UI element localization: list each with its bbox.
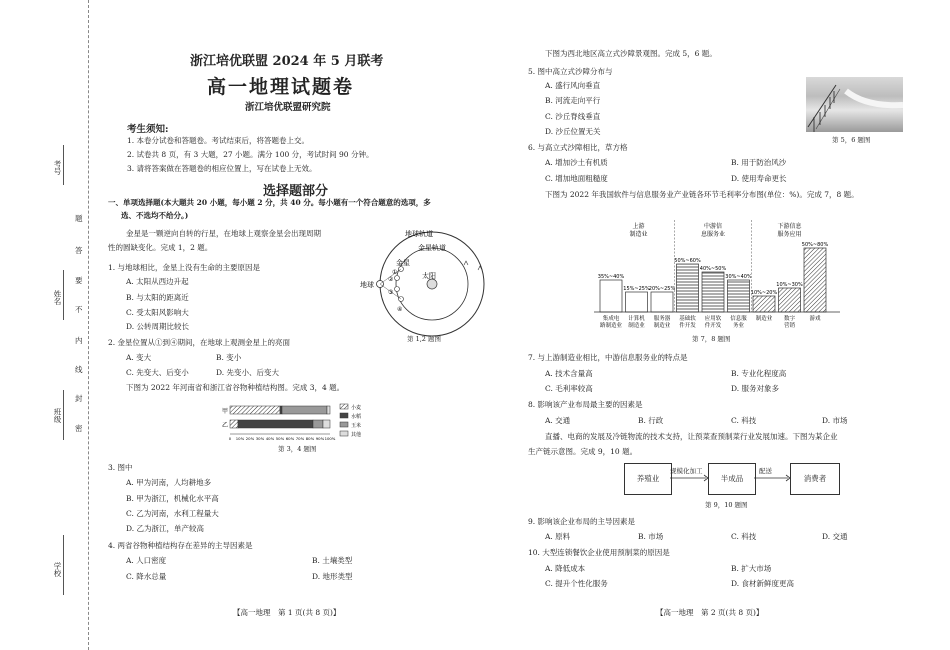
q5-option-d[interactable]: D. 沙丘位置无关: [545, 127, 601, 136]
q8-option-d[interactable]: D. 市场: [822, 416, 848, 425]
seal-char: 答: [75, 246, 83, 255]
intro-910-cont: 生产链示意图。完成 9，10 题。: [528, 447, 638, 456]
intro-12: 金星是一颗逆向自转的行星，在地球上观察金星会出现周期: [126, 229, 321, 238]
q10-option-c[interactable]: C. 提升个性化服务: [545, 579, 608, 588]
category-label: 数字: [783, 316, 796, 322]
legend-label: 水稻: [351, 414, 362, 420]
tick-label: 80%: [305, 436, 315, 441]
group-label: 下游信息: [777, 223, 802, 230]
category-label: 基础软: [679, 316, 696, 322]
group-label: 中游信: [703, 223, 723, 230]
earth-orbit-label: 地球轨道: [405, 230, 433, 238]
q9-option-a[interactable]: A. 原料: [545, 532, 571, 541]
data-label: 15%~25%: [623, 286, 650, 292]
fill-line-xuexiao[interactable]: [63, 535, 64, 595]
q3-option-a[interactable]: A. 甲为河南，人均耕地多: [126, 478, 212, 487]
category-label: 制造业: [628, 323, 645, 329]
part1-heading: 一、单项选择题(本大题共 20 小题，每小题 2 分，共 40 分。每小题有一个符合题意的选项，多: [108, 198, 431, 207]
label-kaohao: 考号: [53, 160, 62, 175]
notice-item: 2. 试卷共 8 页，有 3 大题，27 小题。满分 100 分，考试时间 90 分钟。: [127, 150, 374, 159]
q2-option-c[interactable]: C. 先变大、后变小: [126, 368, 189, 377]
category-label: 件开发: [704, 323, 722, 329]
group-label: 息服务业: [700, 231, 726, 238]
footer-right: 【高一地理 第 2 页(共 8 页)】: [656, 608, 764, 617]
seal-char: 内: [75, 336, 83, 345]
q6-stem: 6. 与高立式沙障相比，草方格: [528, 143, 628, 152]
earth-label: 地球: [360, 281, 374, 289]
category-label: 集成电: [602, 316, 620, 322]
section-title: 选择题部分: [263, 184, 329, 199]
tick-label: 30%: [255, 436, 265, 441]
category-label: 路制造业: [599, 323, 623, 329]
q1-stem: 1. 与地球相比，金星上没有生命的主要原因是: [108, 263, 261, 272]
legend-swatch: [340, 431, 348, 436]
category-label: 计算机: [628, 316, 645, 322]
data-label: 40%~50%: [699, 266, 727, 272]
sun-label: 太阳: [422, 272, 436, 280]
row-label: 乙: [222, 422, 229, 429]
data-label: 30%~40%: [725, 274, 752, 280]
legend-label: 其他: [351, 432, 362, 438]
category-label: 制造业: [755, 316, 773, 322]
q10-option-b[interactable]: B. 扩大市场: [731, 564, 772, 573]
q6-option-d[interactable]: D. 使用寿命更长: [731, 174, 787, 183]
svg-text:②: ②: [388, 276, 394, 283]
q8-option-b[interactable]: B. 行政: [638, 416, 664, 425]
margin-bar: [600, 280, 622, 312]
label-xuexiao: 学校: [53, 562, 62, 577]
data-label: 10%~30%: [776, 282, 803, 288]
tick-label: 0: [228, 436, 232, 441]
notice-item: 3. 请将答案做在答题卷的相应位置上，写在试卷上无效。: [127, 164, 317, 173]
legend-swatch: [340, 422, 348, 427]
tick-label: 70%: [295, 436, 305, 441]
q3-option-d[interactable]: D. 乙为浙江，单产较高: [126, 524, 205, 533]
margin-bar: [626, 292, 648, 312]
fill-line-xingming[interactable]: [63, 270, 64, 320]
svg-text:①: ①: [392, 269, 398, 276]
margin-bar: [728, 280, 750, 312]
data-label: 20%~25%: [648, 286, 676, 292]
category-label: 应用软: [704, 316, 722, 322]
notice-item: 1. 本卷分试卷和答题卷。考试结束后，将答题卷上交。: [127, 136, 310, 145]
margin-bar: [753, 296, 775, 312]
q3-stem: 3. 图中: [108, 463, 133, 472]
venus-label: 金星: [396, 259, 410, 267]
label-banji: 班级: [53, 408, 62, 423]
group-label: 服务应用: [777, 231, 802, 238]
legend-swatch: [340, 413, 348, 418]
part1-heading-cont: 选、不选均不给分。): [121, 211, 189, 220]
bar-segment: [323, 420, 330, 428]
group-label: 上游: [632, 223, 645, 230]
q4-option-c[interactable]: C. 降水总量: [126, 572, 167, 581]
fig910-caption: 第 9，10 题图: [705, 501, 748, 509]
bar-segment: [230, 406, 280, 414]
q2-option-a[interactable]: A. 变大: [126, 353, 152, 362]
tick-label: 100%: [324, 436, 336, 441]
legend-swatch: [340, 404, 348, 409]
svg-text:③: ③: [388, 289, 394, 296]
margin-bar: [804, 248, 826, 312]
q7-option-a[interactable]: A. 技术含量高: [545, 369, 593, 378]
q1-option-d[interactable]: D. 公转周期比较长: [126, 322, 190, 331]
bar-segment: [313, 420, 323, 428]
q8-stem: 8. 影响该产业布局最主要的因素是: [528, 400, 643, 409]
seal-char: 封: [75, 394, 83, 403]
flow-box-farming: 养殖业: [624, 463, 672, 495]
q3-option-b[interactable]: B. 甲为浙江，机械化水平高: [126, 494, 219, 503]
fold-line: [88, 0, 89, 650]
arrow-label-processing: 规模化加工: [670, 467, 703, 475]
q8-option-a[interactable]: A. 交通: [545, 416, 571, 425]
margin-bar: [702, 272, 724, 312]
category-label: 营销: [783, 323, 796, 329]
q5-option-b[interactable]: B. 河流走向平行: [545, 96, 601, 105]
fill-line-banji[interactable]: [63, 390, 64, 440]
fig34-caption: 第 3，4 题图: [278, 445, 317, 453]
q1-option-b[interactable]: B. 与太阳的距离近: [126, 293, 189, 302]
intro-12-cont: 性的圆缺变化。完成 1，2 题。: [108, 243, 213, 252]
notice-heading: 考生须知:: [127, 124, 169, 135]
data-label: 35%~40%: [597, 274, 625, 280]
bar-segment: [282, 406, 327, 414]
intro-910: 直播、电商的发展及冷链物流的技术支持，让预菜查预制菜行业发展加速。下图为某企业: [545, 432, 838, 441]
seal-char: 题: [75, 214, 83, 223]
category-label: 务业: [732, 323, 745, 329]
q6-option-b[interactable]: B. 用于防治风沙: [731, 158, 787, 167]
q4-option-d[interactable]: D. 地形类型: [312, 572, 353, 581]
q3-option-c[interactable]: C. 乙为河南，水利工程量大: [126, 509, 219, 518]
fig78-caption: 第 7，8 题图: [692, 335, 731, 343]
q4-option-a[interactable]: A. 人口密度: [126, 556, 167, 565]
q4-stem: 4. 两省谷物种植结构存在差异的主导因素是: [108, 541, 253, 550]
seal-char: 密: [75, 424, 83, 433]
flow-box-consumer: 消费者: [790, 463, 840, 495]
data-label: 50%~60%: [674, 258, 701, 264]
q9-option-d[interactable]: D. 交通: [822, 532, 848, 541]
q9-option-b[interactable]: B. 市场: [638, 532, 664, 541]
intro-34: 下图为 2022 年河南省和浙江省谷物种植结构图。完成 3，4 题。: [126, 383, 345, 392]
legend-label: 玉米: [351, 423, 362, 429]
sand-barrier-photo: [806, 77, 903, 132]
seal-char: 不: [75, 305, 83, 314]
exam-header: 浙江培优联盟 2024 年 5 月联考: [190, 54, 384, 69]
q1-option-c[interactable]: C. 受太阳风影响大: [126, 308, 189, 317]
q5-stem: 5. 图中高立式沙障分布与: [528, 67, 613, 76]
q6-option-c[interactable]: C. 增加地面粗糙度: [545, 174, 608, 183]
venus-orbit-label: 金星轨道: [418, 244, 446, 252]
intro-56: 下图为西北地区高立式沙障景观图。完成 5，6 题。: [545, 49, 717, 58]
category-label: 件开发: [679, 323, 696, 329]
q10-option-d[interactable]: D. 食材新鲜度更高: [731, 579, 795, 588]
data-label: 50%~80%: [801, 242, 829, 248]
q5-option-c[interactable]: C. 沙丘脊线垂直: [545, 112, 601, 121]
intro-78: 下图为 2022 年我国软件与信息服务业产业链各环节毛利率分布图(单位：%)。完成 7，8 题。: [545, 190, 859, 199]
category-label: 制造业: [653, 323, 671, 329]
legend-label: 小麦: [351, 405, 362, 411]
q8-option-c[interactable]: C. 科技: [731, 416, 757, 425]
fig12-caption: 第 1,2 题图: [407, 335, 441, 343]
q7-stem: 7. 与上游制造业相比，中游信息服务业的特点是: [528, 353, 688, 362]
category-label: 游戏: [809, 316, 821, 322]
q9-stem: 9. 影响该企业布局的主导因素是: [528, 517, 636, 526]
q6-option-a[interactable]: A. 增加沙土有机质: [545, 158, 608, 167]
flow-box-semifinished: 半成品: [708, 463, 756, 495]
margin-bar: [677, 264, 699, 312]
label-xingming: 姓名: [53, 290, 62, 305]
tick-label: 60%: [285, 436, 295, 441]
tick-label: 10%: [235, 436, 245, 441]
sun-icon: [427, 279, 437, 289]
page-title: 高一地理试题卷: [207, 76, 355, 98]
tick-label: 50%: [275, 436, 285, 441]
tick-label: 40%: [265, 436, 275, 441]
q2-stem: 2. 金星位置从①到④期间，在地球上观测金星上的亮面: [108, 338, 291, 347]
q10-stem: 10. 大型连锁餐饮企业使用预制菜的原因是: [528, 548, 670, 557]
q7-option-d[interactable]: D. 服务对象多: [731, 384, 780, 393]
q7-option-c[interactable]: C. 毛利率较高: [545, 384, 593, 393]
q10-option-a[interactable]: A. 降低成本: [545, 564, 586, 573]
q7-option-b[interactable]: B. 专业化程度高: [731, 369, 787, 378]
margin-bar: [651, 292, 673, 312]
gross-margin-chart: [590, 218, 850, 334]
data-label: 10%~20%: [750, 290, 778, 296]
q2-option-d[interactable]: D. 先变小、后变大: [216, 368, 280, 377]
arrow-label-delivery: 配送: [759, 467, 772, 475]
q2-option-b[interactable]: B. 变小: [216, 353, 242, 362]
tick-label: 20%: [245, 436, 255, 441]
margin-bar: [779, 288, 801, 312]
bar-segment: [230, 420, 238, 428]
seal-char: 要: [75, 276, 83, 285]
q5-option-a[interactable]: A. 盛行风向垂直: [545, 81, 601, 90]
fill-line-kaohao[interactable]: [63, 145, 64, 185]
bar-segment: [280, 406, 282, 414]
group-label: 制造业: [629, 231, 648, 238]
footer-left: 【高一地理 第 1 页(共 8 页)】: [233, 608, 341, 617]
fig56-caption: 第 5，6 题图: [832, 136, 871, 144]
bar-segment: [327, 406, 330, 414]
row-label: 甲: [222, 408, 229, 415]
q4-option-b[interactable]: B. 土壤类型: [312, 556, 353, 565]
category-label: 服务器: [653, 316, 671, 322]
svg-text:④: ④: [397, 306, 403, 313]
grain-structure-chart: [200, 400, 370, 442]
orbit-diagram: [360, 225, 490, 345]
seal-char: 线: [75, 365, 83, 374]
org-name: 浙江培优联盟研究院: [245, 102, 331, 113]
q9-option-c[interactable]: C. 科技: [731, 532, 757, 541]
tick-label: 90%: [315, 436, 325, 441]
category-label: 信息服: [730, 316, 747, 322]
q1-option-a[interactable]: A. 太阳从西边升起: [126, 277, 189, 286]
bar-segment: [238, 420, 313, 428]
